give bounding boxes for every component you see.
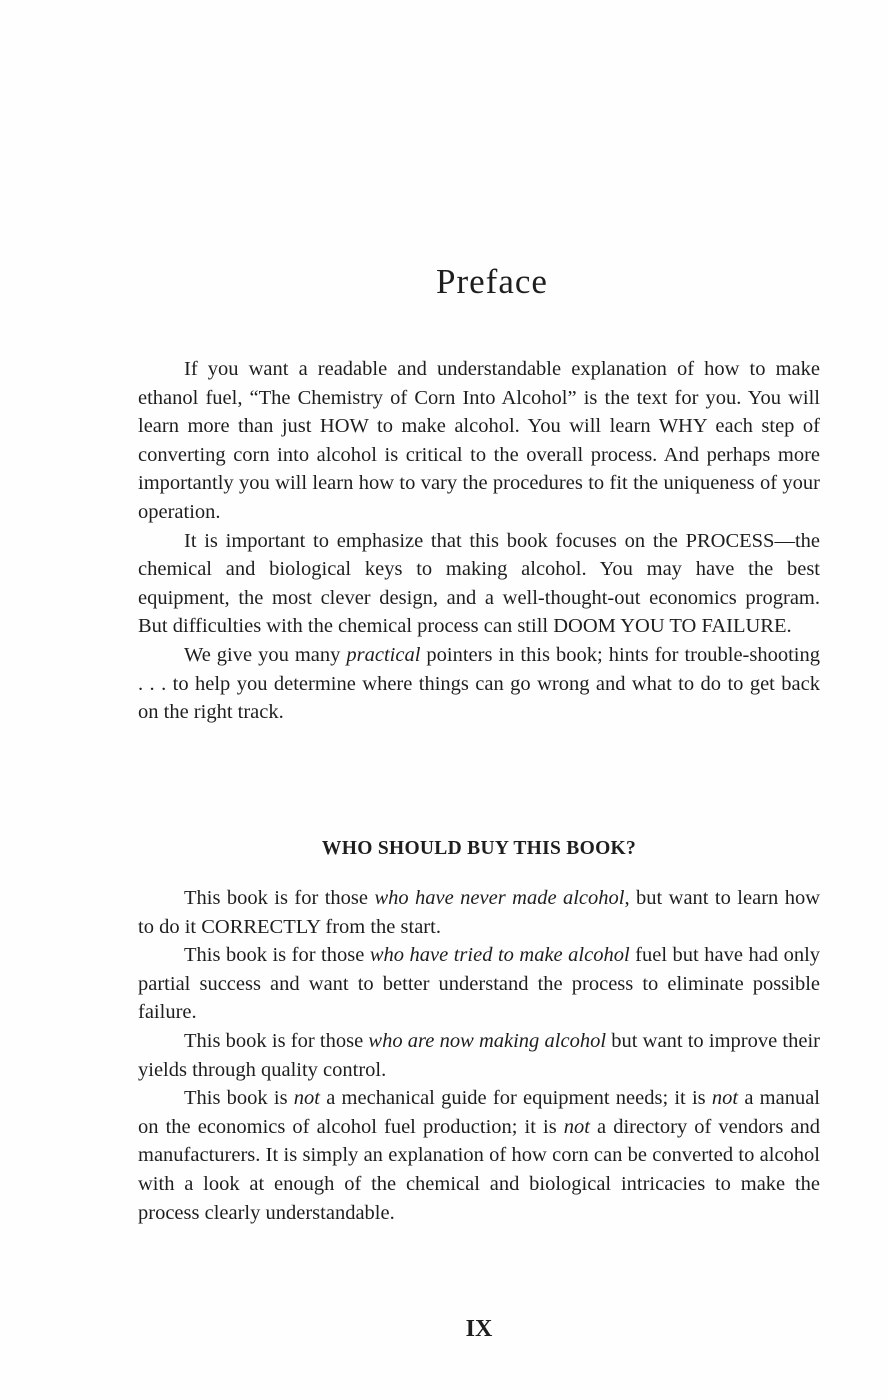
paragraph-text: a manual on the economics of alcohol fuel production; it is (138, 1087, 820, 1138)
paragraph-text: This book is for those (184, 887, 375, 909)
paragraph-text: pointers in this book; hints for trouble-shooting . . . to help you determine where things can go wrong and what to do to get back on the right track. (138, 643, 820, 724)
paragraph-text: If you want a readable and understandable explanation of how to make ethanol fuel, “The Chemistry of Corn Into Alcohol” is the text for you. You will learn more than just HOW to make alcohol. You will learn WHY each step of converting corn into alcohol is critical to the overall process. And perhaps more importantly you will learn how to vary the procedures to fit the uniqueness of your operation. (138, 358, 820, 523)
paragraph-text: We give you many (184, 643, 347, 666)
paragraph (138, 1027, 820, 1084)
paragraph-text: This book is (184, 1087, 294, 1110)
paragraph (138, 527, 820, 641)
paragraph-text: , but want to learn how to do it CORRECTLY from the start. (138, 887, 821, 938)
section-heading: WHO SHOULD BUY THIS BOOK? (321, 838, 637, 859)
paragraph-text: a mechanical guide for equipment needs; it is (320, 1087, 712, 1110)
paragraph (138, 641, 820, 727)
preface-intro (138, 355, 820, 727)
paragraph-text: This book is for those (184, 944, 370, 967)
paragraph-text: a directory of vendors and manufacturers. It is simply an explanation of how corn can be converted to alcohol with a look at enough of the chemical and biological intricacies to make the process clearly understandable. (138, 1115, 820, 1224)
italic-text: not (563, 1115, 590, 1138)
preface-audience-section (138, 884, 820, 1227)
paragraph-text: It is important to emphasize that this book focuses on the PROCESS—the chemical and biological keys to making alcohol. You may have the best equipment, the most clever design, and a well-thought-out economics program. But difficulties with the chemical process can still DOOM YOU TO FAILURE. (138, 529, 820, 638)
page-title: Preface (436, 262, 548, 301)
paragraph-text: but want to improve their yields through quality control. (138, 1029, 820, 1081)
italic-text: who have tried to make alcohol (369, 944, 630, 967)
italic-text: who are now making alcohol (368, 1029, 607, 1052)
paragraph (138, 1084, 820, 1227)
italic-text: practical (346, 643, 421, 666)
italic-text: who have never made alcohol (374, 887, 625, 909)
page-number: IX (465, 1316, 493, 1342)
paragraph (138, 355, 820, 527)
paragraph (138, 884, 820, 941)
paragraph-text: fuel but have had only partial success and want to better understand the process to eliminate possible failure. (138, 944, 821, 1024)
paragraph (138, 941, 820, 1027)
italic-text: not (711, 1087, 739, 1110)
italic-text: not (293, 1087, 320, 1110)
paragraph-text: This book is for those (184, 1029, 369, 1052)
